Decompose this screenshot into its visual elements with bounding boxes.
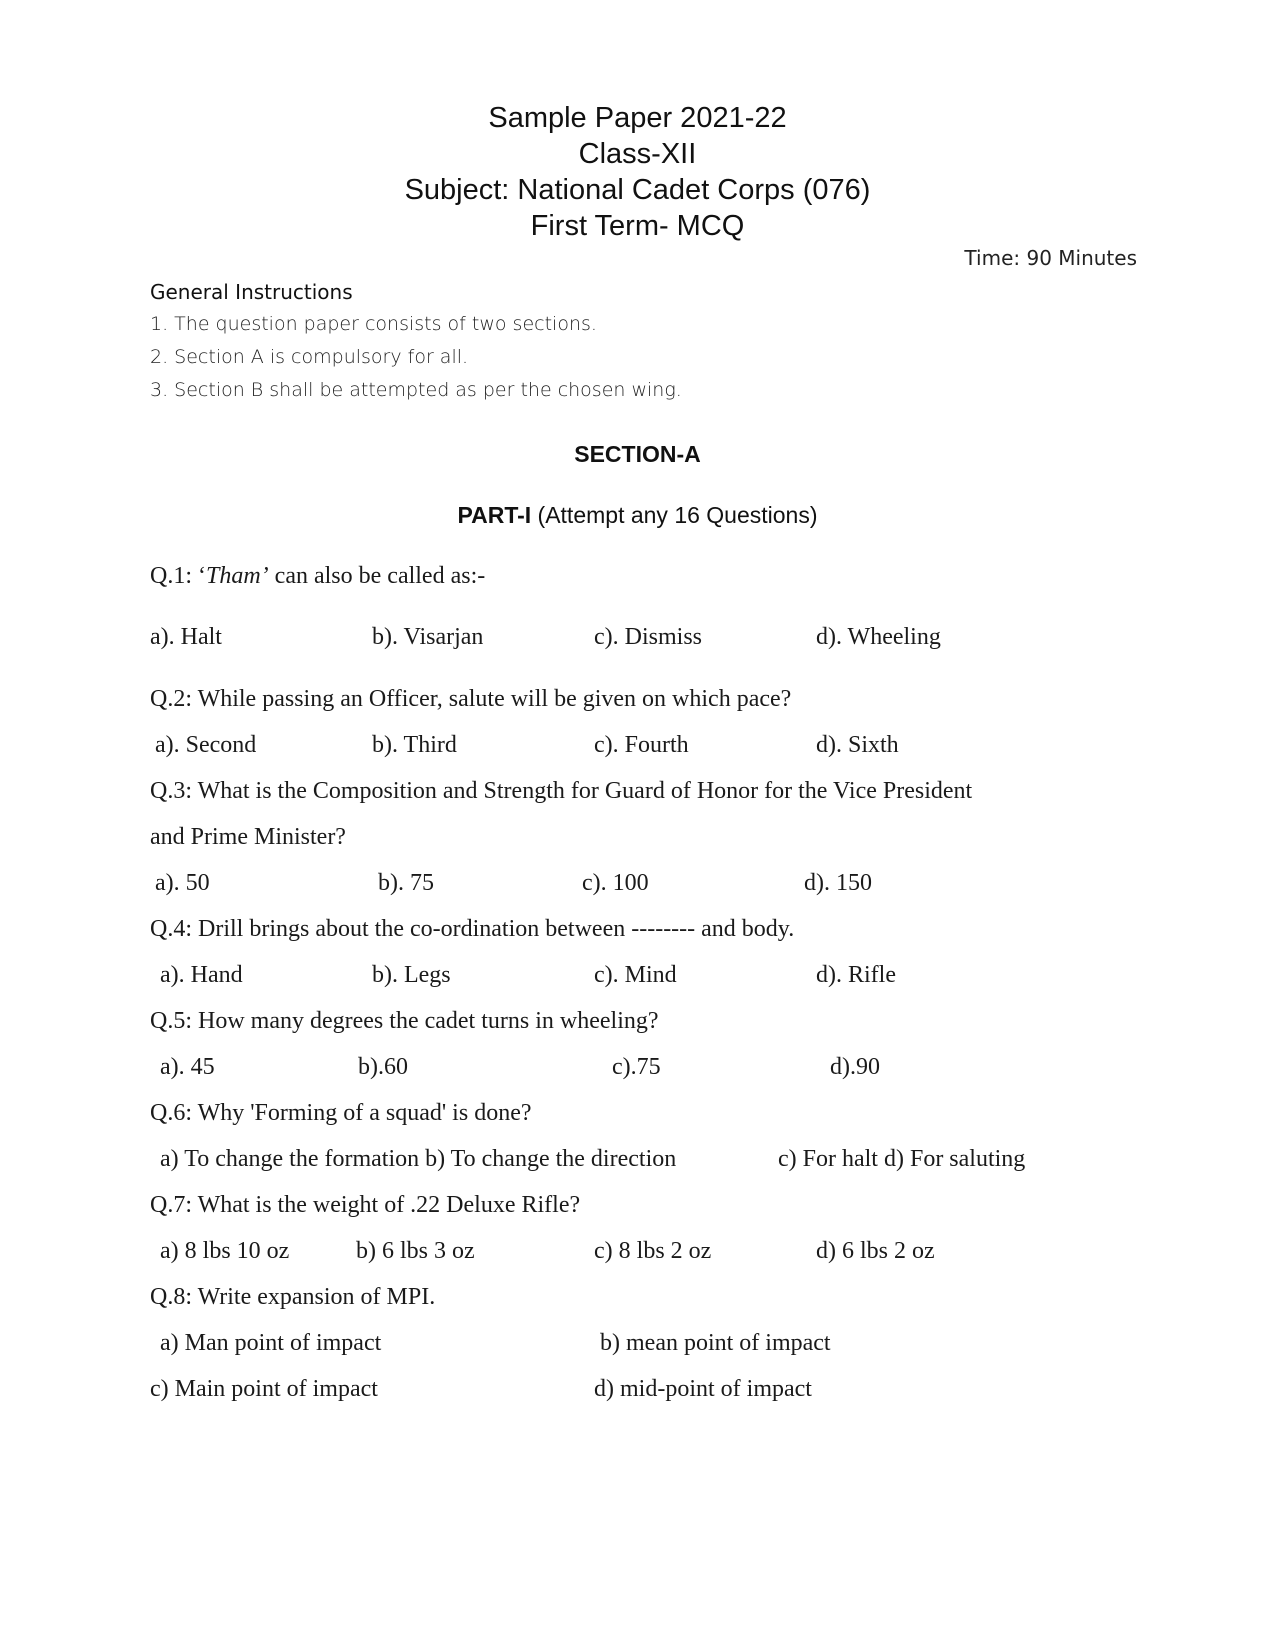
q7-option-a: a) 8 lbs 10 oz: [160, 1238, 290, 1264]
q5-option-d: d).90: [830, 1054, 880, 1080]
question-7: Q.7: What is the weight of .22 Deluxe Rifle?: [150, 1192, 581, 1218]
question-suffix: can also be called as:-: [268, 563, 486, 589]
part-label: PART-I: [457, 502, 532, 528]
q4-option-d: d). Rifle: [816, 962, 896, 988]
instruction-item: 3. Section B shall be attempted as per the chosen wing.: [150, 379, 682, 401]
q3-option-d: d). 150: [804, 870, 872, 896]
q1-option-b: b). Visarjan: [372, 624, 484, 650]
question-3: Q.3: What is the Composition and Strength for Guard of Honor for the Vice President: [150, 778, 973, 804]
q8-option-b: b) mean point of impact: [600, 1330, 831, 1356]
question-italic-term: Tham’: [206, 563, 269, 589]
q7-option-d: d) 6 lbs 2 oz: [816, 1238, 935, 1264]
instructions-heading: General Instructions: [150, 280, 353, 304]
term-label: First Term- MCQ: [530, 210, 745, 242]
question-3-continued: and Prime Minister?: [150, 824, 346, 850]
q3-option-c: c). 100: [582, 870, 649, 896]
time-label: Time: 90 Minutes: [964, 246, 1137, 270]
part-title: [0, 502, 1275, 529]
section-title: SECTION-A: [574, 441, 701, 467]
question-2: Q.2: While passing an Officer, salute will be given on which pace?: [150, 686, 792, 712]
q6-options-cd: c) For halt d) For saluting: [778, 1146, 1026, 1172]
q4-option-b: b). Legs: [372, 962, 451, 988]
q5-option-c: c).75: [612, 1054, 661, 1080]
question-8: Q.8: Write expansion of MPI.: [150, 1284, 436, 1310]
q7-option-c: c) 8 lbs 2 oz: [594, 1238, 712, 1264]
q6-options-ab: a) To change the formation b) To change the direction: [160, 1146, 677, 1172]
question-6: Q.6: Why 'Forming of a squad' is done?: [150, 1100, 532, 1126]
class-label: Class-XII: [578, 138, 697, 170]
q3-option-b: b). 75: [378, 870, 434, 896]
question-5: Q.5: How many degrees the cadet turns in wheeling?: [150, 1008, 659, 1034]
q7-option-b: b) 6 lbs 3 oz: [356, 1238, 475, 1264]
q4-option-c: c). Mind: [594, 962, 677, 988]
question-1: [150, 563, 485, 590]
q2-option-c: c). Fourth: [594, 732, 689, 758]
q1-option-c: c). Dismiss: [594, 624, 702, 650]
q5-option-b: b).60: [358, 1054, 408, 1080]
q8-option-a: a) Man point of impact: [160, 1330, 382, 1356]
q2-option-d: d). Sixth: [816, 732, 899, 758]
instruction-item: 2. Section A is compulsory for all.: [150, 346, 469, 368]
q4-option-a: a). Hand: [160, 962, 243, 988]
question-4: Q.4: Drill brings about the co-ordination between -------- and body.: [150, 916, 795, 942]
q5-option-a: a). 45: [160, 1054, 215, 1080]
q1-option-a: a). Halt: [150, 624, 222, 650]
q3-option-a: a). 50: [155, 870, 210, 896]
q2-option-b: b). Third: [372, 732, 457, 758]
paper-title: Sample Paper 2021-22: [488, 102, 787, 134]
subject-label: Subject: National Cadet Corps (076): [404, 174, 871, 206]
question-prefix: Q.1: ‘: [150, 563, 206, 589]
instruction-item: 1. The question paper consists of two sections.: [150, 313, 597, 335]
part-note: (Attempt any 16 Questions): [537, 502, 818, 528]
q2-option-a: a). Second: [155, 732, 257, 758]
q8-option-d: d) mid-point of impact: [594, 1376, 812, 1402]
q8-option-c: c) Main point of impact: [150, 1376, 378, 1402]
q1-option-d: d). Wheeling: [816, 624, 941, 650]
